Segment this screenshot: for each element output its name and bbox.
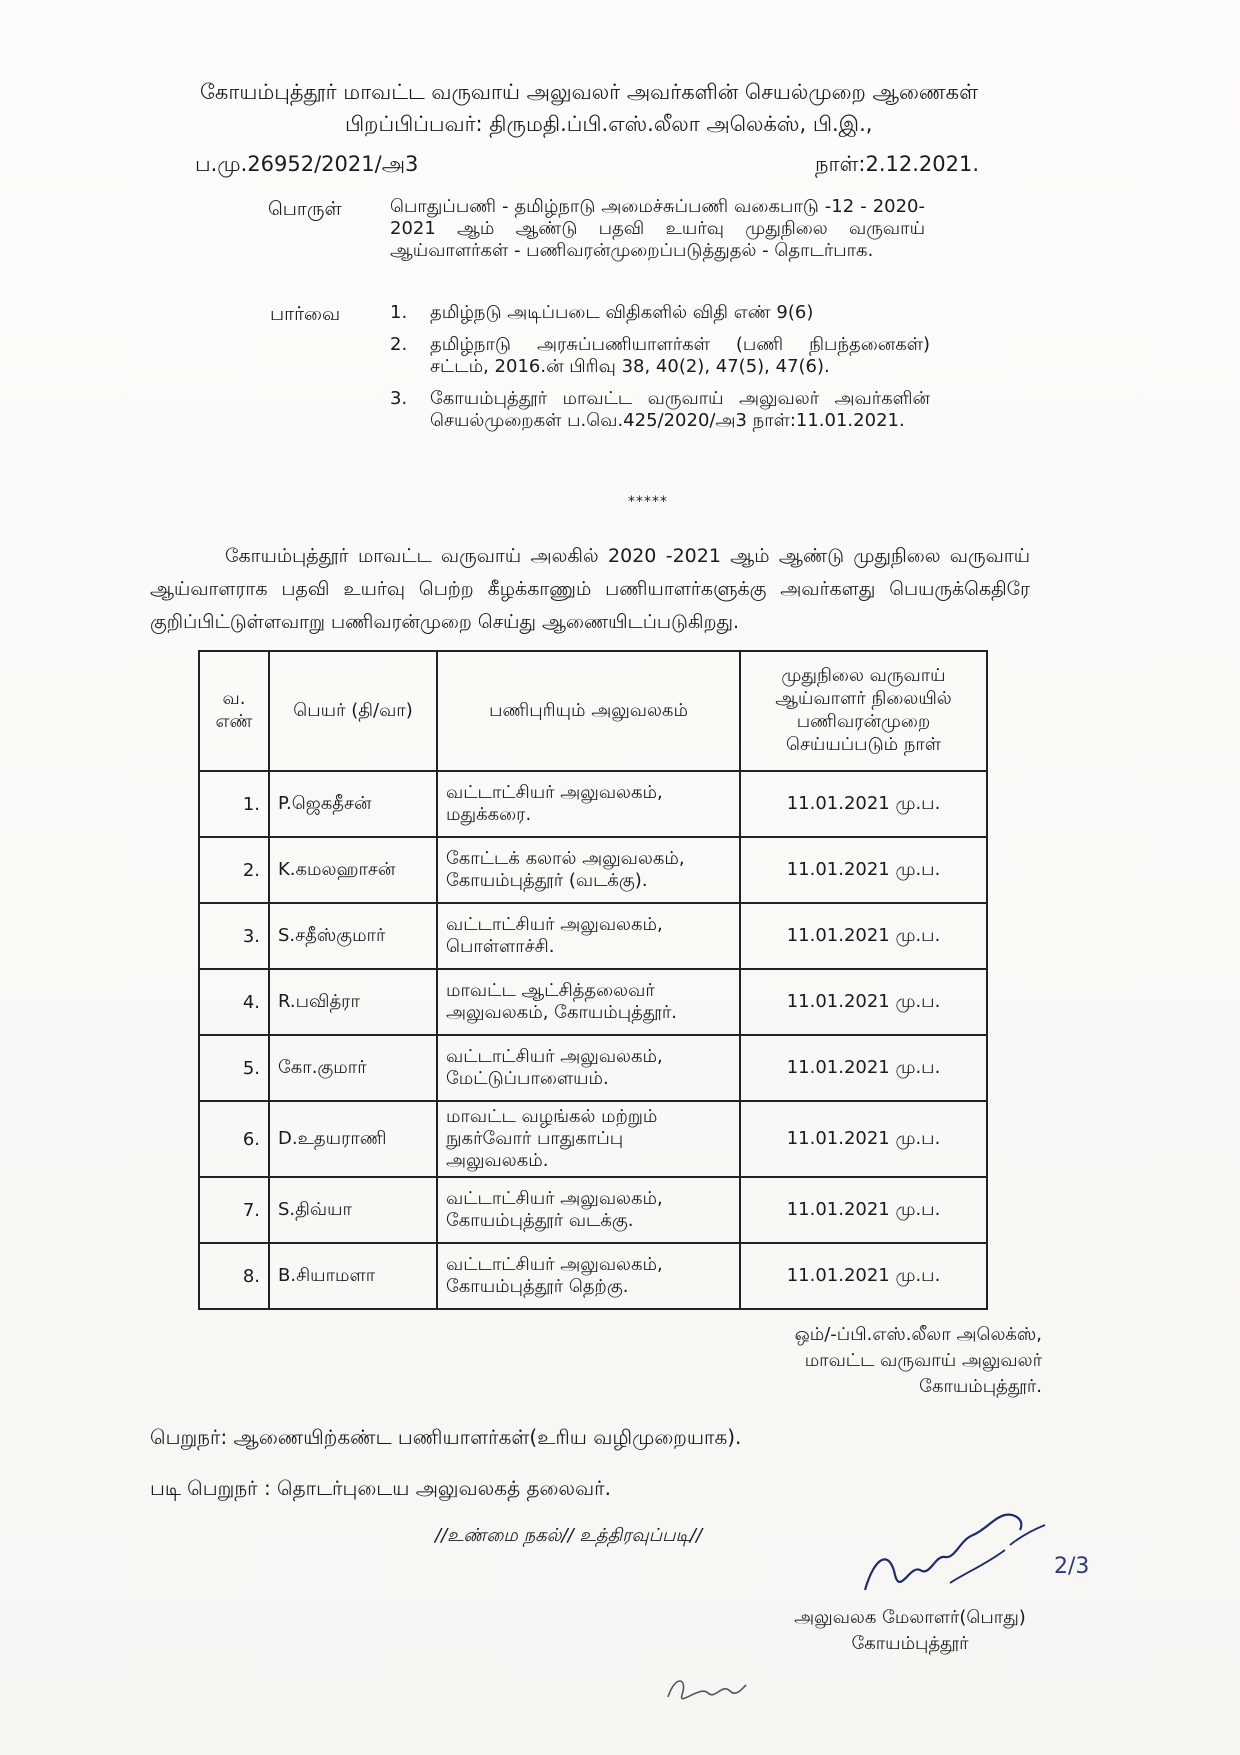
- row-office: வட்டாட்சியர் அலுவலகம், கோயம்புத்தூர் வடக்கு.: [437, 1177, 740, 1243]
- row-serial: 5.: [199, 1035, 269, 1101]
- references-label: பார்வை: [270, 303, 341, 325]
- row-date: 11.01.2021 மு.ப.: [740, 1243, 987, 1309]
- row-serial: 1.: [199, 771, 269, 837]
- row-name: R.பவித்ரா: [269, 969, 437, 1035]
- initial-mark: [660, 1665, 750, 1715]
- signatory-line-1: ஒம்/-ப்பி.எஸ்.லீலா அலெக்ஸ்,: [794, 1324, 1042, 1345]
- row-office: மாவட்ட வழங்கல் மற்றும் நுகர்வோர் பாதுகாப்பு அலுவலகம்.: [437, 1101, 740, 1177]
- reference-item: [390, 302, 930, 324]
- row-office: வட்டாட்சியர் அலுவலகம், மேட்டுப்பாளையம்.: [437, 1035, 740, 1101]
- row-date: 11.01.2021 மு.ப.: [740, 969, 987, 1035]
- table-header-row: [199, 651, 987, 771]
- row-date: 11.01.2021 மு.ப.: [740, 837, 987, 903]
- table-row: [199, 837, 987, 903]
- header-office: பணிபுரியும் அலுவலகம்: [437, 651, 740, 771]
- handwritten-signature: [855, 1495, 1055, 1615]
- header-date: முதுநிலை வருவாய் ஆய்வாளர் நிலையில் பணிவரன்முறை செய்யப்படும் நாள்: [740, 651, 987, 771]
- table-row: [199, 1177, 987, 1243]
- reference-item: [390, 334, 930, 378]
- row-name: S.சதீஸ்குமார்: [269, 903, 437, 969]
- reference-item: [390, 388, 930, 432]
- reference-number-1: 1.: [390, 302, 408, 323]
- true-copy-note: //உண்மை நகல்// உத்திரவுப்படி//: [435, 1525, 703, 1546]
- row-name: B.சியாமளா: [269, 1243, 437, 1309]
- row-name: K.கமலஹாசன்: [269, 837, 437, 903]
- row-serial: 7.: [199, 1177, 269, 1243]
- row-office: வட்டாட்சியர் அலுவலகம், மதுக்கரை.: [437, 771, 740, 837]
- staff-table: [198, 650, 988, 1310]
- row-office: வட்டாட்சியர் அலுவலகம், பொள்ளாச்சி.: [437, 903, 740, 969]
- row-office: கோட்டக் கலால் அலுவலகம், கோயம்புத்தூர் (வடக்கு).: [437, 837, 740, 903]
- row-name: கோ.குமார்: [269, 1035, 437, 1101]
- signatory-block: [742, 1322, 1042, 1400]
- order-date: நாள்:2.12.2021.: [815, 152, 980, 176]
- reference-text-3: கோயம்புத்தூர் மாவட்ட வருவாய் அலுவலர் அவர்களின் செயல்முறைகள் ப.வெ.425/2020/அ3 நாள்:11.01.2021.: [430, 388, 930, 431]
- header-serial: வ. எண்: [199, 651, 269, 771]
- page-mark: [1050, 1545, 1096, 1585]
- table-row: [199, 1035, 987, 1101]
- row-serial: 8.: [199, 1243, 269, 1309]
- table-row: [199, 969, 987, 1035]
- row-name: P.ஜெகதீசன்: [269, 771, 437, 837]
- table-row: [199, 1101, 987, 1177]
- row-name: D.உதயராணி: [269, 1101, 437, 1177]
- header-name: பெயர் (தி/வா): [269, 651, 437, 771]
- row-serial: 3.: [199, 903, 269, 969]
- subject-text: பொதுப்பணி - தமிழ்நாடு அமைச்சுப்பணி வகைபாடு -12 - 2020-2021 ஆம் ஆண்டு பதவி உயர்வு முதுநிலை வருவாய் ஆய்வாளர்கள் - பணிவரன்முறைப்படுத்துதல் - தொடர்பாக.: [390, 196, 925, 261]
- row-office: மாவட்ட ஆட்சித்தலைவர் அலுவலகம், கோயம்புத்தூர்.: [437, 969, 740, 1035]
- row-date: 11.01.2021 மு.ப.: [740, 1101, 987, 1177]
- table-row: [199, 771, 987, 837]
- references-list: [390, 302, 930, 442]
- attesting-officer-location: கோயம்புத்தூர்: [851, 1633, 969, 1654]
- subject-label: பொருள்: [268, 198, 342, 220]
- header-line-2: பிறப்பிப்பவர்: திருமதி.ப்பி.எஸ்.லீலா அலெக்ஸ், பி.இ.,: [345, 112, 873, 136]
- body-paragraph: கோயம்புத்தூர் மாவட்ட வருவாய் அலகில் 2020 -2021 ஆம் ஆண்டு முதுநிலை வருவாய் ஆய்வாளராக பதவி உயர்வு பெற்ற கீழக்காணும் பணியாளர்களுக்கு அவர்களது பெயருக்கெதிரே குறிப்பிட்டுள்ளவாறு பணிவரன்முறை செய்து ஆணையிடப்படுகிறது.: [150, 545, 1030, 633]
- attesting-officer-block: [775, 1605, 1045, 1657]
- signatory-line-2: மாவட்ட வருவாய் அலுவலர்: [804, 1350, 1042, 1371]
- page-mark-text: 2/3: [1054, 1554, 1090, 1579]
- table-row: [199, 903, 987, 969]
- row-date: 11.01.2021 மு.ப.: [740, 1177, 987, 1243]
- row-date: 11.01.2021 மு.ப.: [740, 1035, 987, 1101]
- row-serial: 2.: [199, 837, 269, 903]
- section-separator: *****: [628, 494, 668, 510]
- copy-to-line: படி பெறுநர் : தொடர்புடைய அலுவலகத் தலைவர்.: [150, 1476, 611, 1500]
- row-office: வட்டாட்சியர் அலுவலகம், கோயம்புத்தூர் தெற்கு.: [437, 1243, 740, 1309]
- reference-number-3: 3.: [390, 388, 408, 409]
- reference-number: ப.மு.26952/2021/அ3: [195, 152, 419, 176]
- attesting-officer-title: அலுவலக மேலாளர்(பொது): [794, 1607, 1026, 1628]
- row-name: S.திவ்யா: [269, 1177, 437, 1243]
- row-date: 11.01.2021 மு.ப.: [740, 771, 987, 837]
- table-row: [199, 1243, 987, 1309]
- signatory-line-3: கோயம்புத்தூர்.: [919, 1376, 1042, 1397]
- header-line-1: கோயம்புத்தூர் மாவட்ட வருவாய் அலுவலர் அவர்களின் செயல்முறை ஆணைகள்: [200, 80, 979, 104]
- row-date: 11.01.2021 மு.ப.: [740, 903, 987, 969]
- reference-text-2: தமிழ்நாடு அரசுப்பணியாளர்கள் (பணி நிபந்தனைகள்) சட்டம், 2016.ன் பிரிவு 38, 40(2), 47(5), 47(6).: [430, 334, 930, 377]
- reference-text-1: தமிழ்நடு அடிப்படை விதிகளில் விதி எண் 9(6): [430, 302, 814, 323]
- recipients-line: பெறுநர்: ஆணையிற்கண்ட பணியாளர்கள்(உரிய வழிமுறையாக).: [150, 1425, 742, 1449]
- row-serial: 6.: [199, 1101, 269, 1177]
- reference-number-2: 2.: [390, 334, 408, 355]
- row-serial: 4.: [199, 969, 269, 1035]
